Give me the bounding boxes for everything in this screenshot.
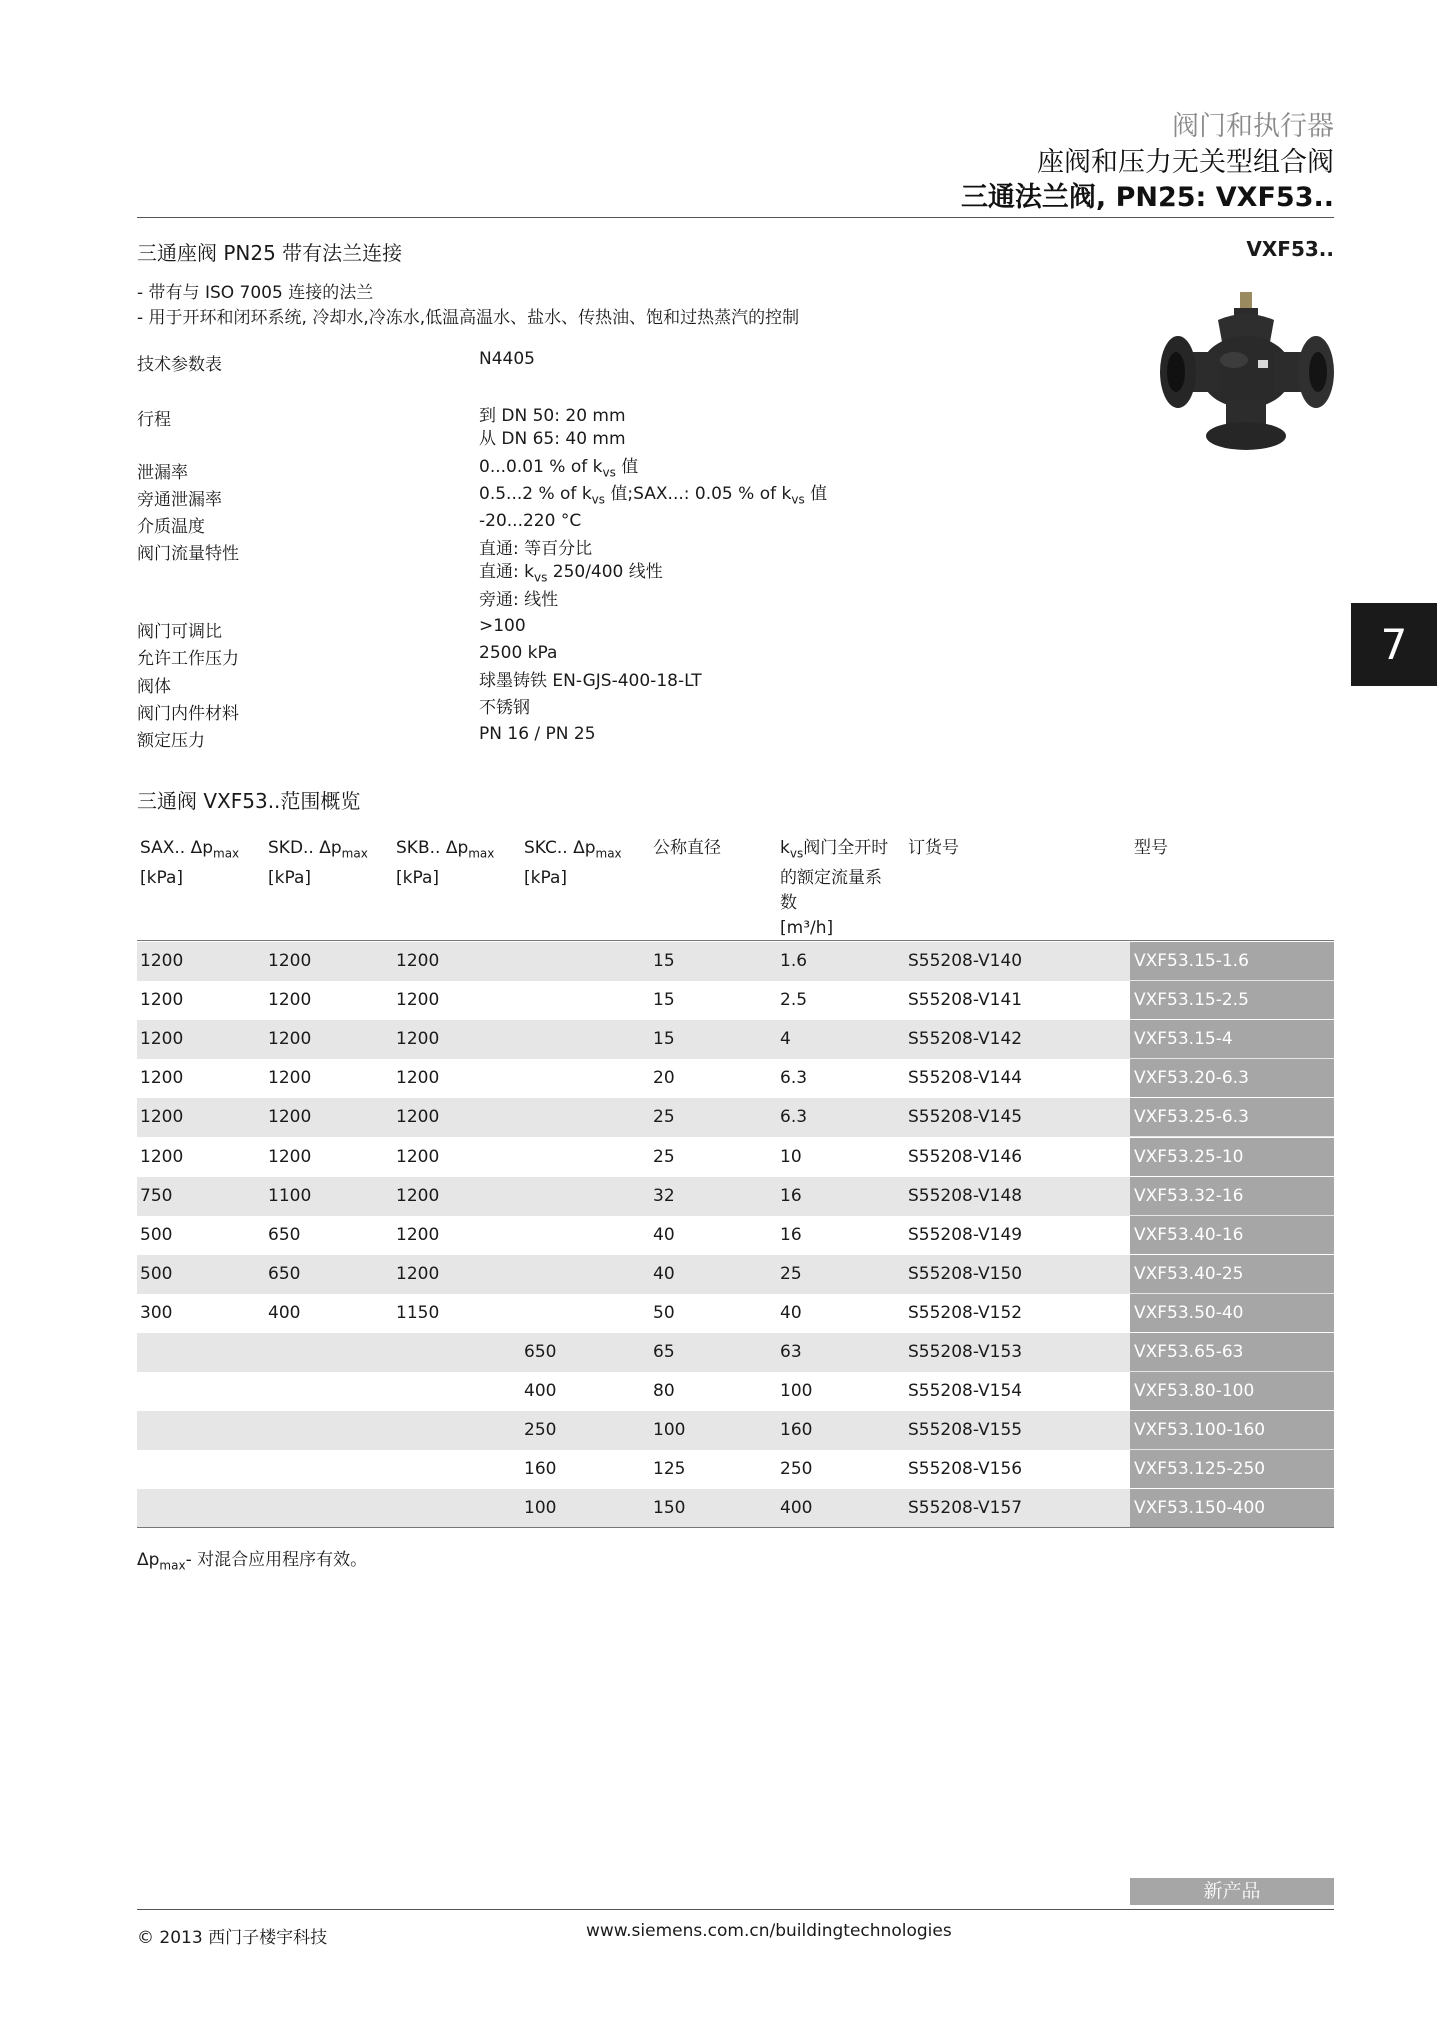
cell-model: VXF53.15-2.5 <box>1130 981 1334 1019</box>
table-row <box>137 1294 1334 1333</box>
th-order: 订货号 <box>908 838 959 858</box>
cell-model: VXF53.20-6.3 <box>1130 1059 1334 1097</box>
cell-model: VXF53.40-25 <box>1130 1255 1334 1293</box>
cell-skd: 650 <box>268 1263 301 1284</box>
cell-kvs: 400 <box>780 1498 813 1519</box>
cell-model: VXF53.40-16 <box>1130 1216 1334 1254</box>
cell-skb: 1200 <box>396 1263 440 1284</box>
spec-value-flow-char <box>479 538 663 612</box>
spec-label-leakage: 泄漏率 <box>137 463 188 483</box>
cell-dn: 50 <box>653 1302 675 1323</box>
feature-list <box>137 281 799 331</box>
cell-skc: 100 <box>524 1498 557 1519</box>
spec-value-stroke-line: 从 DN 65: 40 mm <box>479 429 626 449</box>
cell-sax: 1200 <box>140 1068 184 1089</box>
text: k <box>780 838 790 858</box>
table-row <box>137 1255 1334 1294</box>
cell-kvs: 1.6 <box>780 951 808 971</box>
feature-item: - 带有与 ISO 7005 连接的法兰 <box>137 283 374 303</box>
table-title: 三通阀 VXF53..范围概览 <box>137 789 361 813</box>
table-row <box>137 1489 1334 1528</box>
spec-value-stroke <box>479 405 626 451</box>
th-unit: [kPa] <box>140 868 184 889</box>
feature-item: - 用于开环和闭环系统, 冷却水,冷冻水,低温高温水、盐水、传热油、饱和过热蒸汽的控制 <box>137 308 800 328</box>
th-model: 型号 <box>1134 838 1168 858</box>
cell-kvs: 6.3 <box>780 1107 808 1128</box>
text: SKB.. Δp <box>396 838 469 858</box>
cell-dn: 25 <box>653 1107 675 1128</box>
cell-kvs: 2.5 <box>780 990 808 1011</box>
text: 0.5...2 % of k <box>479 484 592 504</box>
new-product-badge: 新产品 <box>1130 1878 1334 1905</box>
subscript: vs <box>791 492 805 507</box>
section-title: 三通座阀 PN25 带有法兰连接 <box>137 241 403 265</box>
spec-value-leakage <box>479 456 638 484</box>
table-row <box>137 1372 1334 1411</box>
cell-kvs: 40 <box>780 1302 802 1323</box>
subscript: vs <box>533 570 548 585</box>
cell-model: VXF53.25-10 <box>1130 1138 1334 1176</box>
cell-skb: 1200 <box>396 1107 440 1128</box>
th-line <box>268 836 368 866</box>
table-row <box>137 1216 1334 1255</box>
cell-order: S55208-V157 <box>908 1498 1023 1519</box>
cell-skb: 1150 <box>396 1302 440 1323</box>
cell-kvs: 250 <box>780 1459 813 1480</box>
cell-sax: 1200 <box>140 1029 184 1050</box>
table-header-divider <box>137 940 1334 941</box>
spec-value-nominal-pressure: PN 16 / PN 25 <box>479 724 596 744</box>
cell-order: S55208-V145 <box>908 1107 1023 1128</box>
cell-skc: 650 <box>524 1342 557 1362</box>
table-row <box>137 1450 1334 1489</box>
th-skd <box>268 836 368 891</box>
cell-sax: 1200 <box>140 951 184 971</box>
website-link[interactable]: www.siemens.com.cn/buildingtechnologies <box>586 1921 952 1941</box>
subscript: max <box>213 846 240 861</box>
th-skb <box>396 836 494 891</box>
cell-order: S55208-V141 <box>908 990 1023 1011</box>
th-line <box>140 836 239 866</box>
cell-dn: 125 <box>653 1459 686 1480</box>
cell-sax: 500 <box>140 1263 173 1284</box>
th-skc <box>524 836 622 891</box>
spec-value-body: 球墨铸铁 EN-GJS-400-18-LT <box>479 671 702 691</box>
th-line <box>396 836 494 866</box>
spec-label-body: 阀体 <box>137 677 171 697</box>
cell-skd: 1200 <box>268 1068 312 1089</box>
cell-skd: 1200 <box>268 1146 312 1167</box>
cell-kvs: 100 <box>780 1381 813 1402</box>
header-category: 阀门和执行器 <box>1172 111 1334 142</box>
header-divider <box>137 217 1334 218</box>
subscript: max <box>341 846 368 861</box>
cell-skd: 1200 <box>268 990 312 1011</box>
cell-skd: 1200 <box>268 951 312 971</box>
text: SAX.. Δp <box>140 838 214 858</box>
cell-model: VXF53.15-1.6 <box>1130 942 1334 980</box>
cell-skb: 1200 <box>396 1224 440 1245</box>
cell-sax: 300 <box>140 1302 173 1323</box>
footer-divider <box>137 1909 1334 1910</box>
cell-sax: 1200 <box>140 990 184 1011</box>
cell-model: VXF53.32-16 <box>1130 1177 1334 1215</box>
subscript: max <box>468 846 495 861</box>
spec-label-datasheet: 技术参数表 <box>137 355 222 375</box>
table-row <box>137 942 1334 981</box>
text: 值 <box>615 457 639 477</box>
cell-kvs: 4 <box>780 1029 791 1050</box>
text: 250/400 线性 <box>547 562 663 582</box>
cell-skd: 650 <box>268 1224 301 1245</box>
cell-dn: 65 <box>653 1342 675 1362</box>
cell-model: VXF53.50-40 <box>1130 1294 1334 1332</box>
cell-skd: 1200 <box>268 1107 312 1128</box>
cell-model: VXF53.100-160 <box>1130 1411 1334 1449</box>
cell-skb: 1200 <box>396 951 440 971</box>
cell-skb: 1200 <box>396 1185 440 1206</box>
table-row <box>137 1138 1334 1177</box>
th-unit: [kPa] <box>396 868 440 889</box>
table-row <box>137 1059 1334 1098</box>
chapter-tab: 7 <box>1351 603 1437 686</box>
cell-model: VXF53.65-63 <box>1130 1333 1334 1371</box>
cell-sax: 500 <box>140 1224 173 1245</box>
subscript: vs <box>602 465 616 480</box>
spec-label-medium-temp: 介质温度 <box>137 517 205 537</box>
cell-dn: 15 <box>653 990 675 1011</box>
table-footnote <box>137 1545 367 1572</box>
cell-dn: 40 <box>653 1224 675 1245</box>
cell-order: S55208-V155 <box>908 1420 1023 1441</box>
cell-order: S55208-V156 <box>908 1459 1023 1480</box>
spec-value-internals: 不锈钢 <box>479 698 530 718</box>
table-row <box>137 981 1334 1020</box>
table-row <box>137 1333 1334 1372</box>
th-sax <box>140 836 239 891</box>
spec-label-rangeability: 阀门可调比 <box>137 622 222 642</box>
spec-label-nominal-pressure: 额定压力 <box>137 731 205 751</box>
subscript: max <box>159 1558 186 1573</box>
cell-kvs: 25 <box>780 1263 802 1284</box>
spec-label-flow-char: 阀门流量特性 <box>137 544 239 564</box>
header-subtitle: 座阀和压力无关型组合阀 <box>1037 147 1334 178</box>
table-row <box>137 1411 1334 1450</box>
cell-skc: 160 <box>524 1459 557 1480</box>
spec-value-rangeability: >100 <box>479 616 526 636</box>
cell-dn: 150 <box>653 1498 686 1519</box>
cell-kvs: 16 <box>780 1224 802 1245</box>
th-kvs <box>780 836 888 941</box>
spec-value-pressure: 2500 kPa <box>479 643 558 663</box>
table-row <box>137 1020 1334 1059</box>
th-unit: [kPa] <box>268 868 312 889</box>
spec-label-pressure: 允许工作压力 <box>137 649 239 669</box>
cell-skc: 250 <box>524 1420 557 1441</box>
th-line <box>524 836 622 866</box>
cell-order: S55208-V140 <box>908 951 1023 971</box>
cell-kvs: 10 <box>780 1146 802 1167</box>
cell-dn: 20 <box>653 1068 675 1089</box>
cell-dn: 15 <box>653 1029 675 1050</box>
spec-value-datasheet: N4405 <box>479 349 535 369</box>
cell-dn: 15 <box>653 951 675 971</box>
cell-model: VXF53.25-6.3 <box>1130 1098 1334 1136</box>
th-line <box>780 836 888 866</box>
spec-label-internals: 阀门内件材料 <box>137 704 239 724</box>
table-bottom-divider <box>137 1527 1334 1528</box>
spec-value-bypass <box>479 483 827 511</box>
cell-skc: 400 <box>524 1381 557 1402</box>
th-line: 数 <box>780 893 797 914</box>
cell-order: S55208-V150 <box>908 1263 1023 1284</box>
valve-product-image <box>1158 290 1336 460</box>
spec-value-line: 直通: 等百分比 <box>479 539 593 559</box>
subscript: vs <box>591 492 606 507</box>
cell-skd: 1100 <box>268 1185 312 1206</box>
spec-value-line <box>479 561 663 589</box>
text: Δp <box>137 1550 160 1570</box>
cell-skd: 1200 <box>268 1029 312 1050</box>
cell-dn: 25 <box>653 1146 675 1167</box>
cell-model: VXF53.15-4 <box>1130 1020 1334 1058</box>
table-row <box>137 1177 1334 1216</box>
cell-skd: 400 <box>268 1302 301 1323</box>
cell-order: S55208-V144 <box>908 1068 1023 1089</box>
cell-sax: 1200 <box>140 1107 184 1128</box>
copyright: © 2013 西门子楼宇科技 <box>137 1928 328 1948</box>
cell-kvs: 16 <box>780 1185 802 1206</box>
cell-skb: 1200 <box>396 1146 440 1167</box>
cell-kvs: 160 <box>780 1420 813 1441</box>
cell-skb: 1200 <box>396 990 440 1011</box>
cell-order: S55208-V146 <box>908 1146 1023 1167</box>
cell-dn: 100 <box>653 1420 686 1441</box>
text: 值;SAX...: 0.05 % of k <box>605 484 792 504</box>
text: - 对混合应用程序有效。 <box>185 1550 368 1570</box>
text: 阀门全开时 <box>803 838 889 858</box>
spec-value-line: 旁通: 线性 <box>479 590 559 611</box>
cell-order: S55208-V152 <box>908 1302 1023 1323</box>
cell-kvs: 6.3 <box>780 1068 808 1089</box>
cell-sax: 1200 <box>140 1146 184 1167</box>
subscript: vs <box>789 846 804 861</box>
cell-model: VXF53.80-100 <box>1130 1372 1334 1410</box>
cell-order: S55208-V154 <box>908 1381 1023 1402</box>
cell-dn: 80 <box>653 1381 675 1402</box>
text: 直通: k <box>479 562 534 582</box>
text: SKC.. Δp <box>524 838 596 858</box>
text: 0...0.01 % of k <box>479 457 603 477</box>
cell-order: S55208-V148 <box>908 1185 1023 1206</box>
cell-model: VXF53.125-250 <box>1130 1450 1334 1488</box>
spec-value-stroke-line: 到 DN 50: 20 mm <box>479 406 626 426</box>
cell-order: S55208-V153 <box>908 1342 1023 1362</box>
cell-kvs: 63 <box>780 1342 802 1362</box>
subscript: max <box>595 846 622 861</box>
cell-model: VXF53.150-400 <box>1130 1489 1334 1527</box>
th-line: 的额定流量系 <box>780 868 882 889</box>
cell-skb: 1200 <box>396 1068 440 1089</box>
cell-dn: 40 <box>653 1263 675 1284</box>
cell-dn: 32 <box>653 1185 675 1206</box>
cell-sax: 750 <box>140 1185 173 1206</box>
spec-value-medium-temp: -20...220 °C <box>479 511 582 531</box>
cell-order: S55208-V149 <box>908 1224 1023 1245</box>
section-code: VXF53.. <box>1246 237 1334 261</box>
table-row <box>137 1098 1334 1137</box>
text: SKD.. Δp <box>268 838 342 858</box>
text: 值 <box>804 484 828 504</box>
spec-label-bypass: 旁通泄漏率 <box>137 490 222 510</box>
spec-label-stroke: 行程 <box>137 410 171 430</box>
th-unit: [kPa] <box>524 868 568 889</box>
cell-order: S55208-V142 <box>908 1029 1023 1050</box>
cell-skb: 1200 <box>396 1029 440 1050</box>
th-line: [m³/h] <box>780 918 834 939</box>
th-dn: 公称直径 <box>653 838 721 858</box>
header-product-title: 三通法兰阀, PN25: VXF53.. <box>960 182 1334 213</box>
